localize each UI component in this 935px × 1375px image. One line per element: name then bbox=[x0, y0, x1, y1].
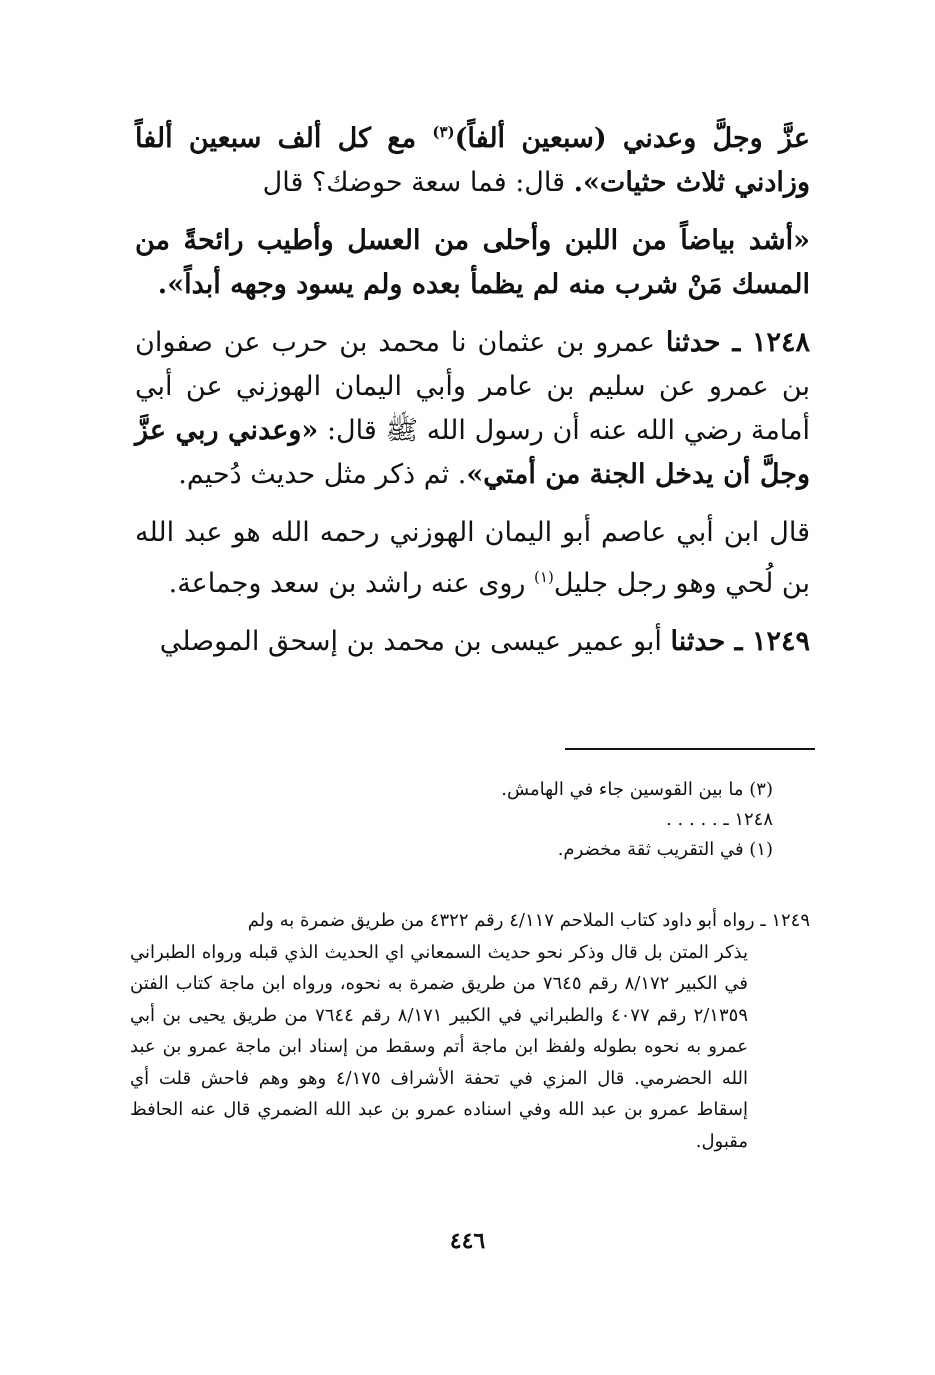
takhrij-lead: ١٢٤٩ ـ رواه أبو داود كتاب الملاحم ٤/١١٧ رقم ٤٣٢٢ من طريق ضمرة به ولم bbox=[247, 910, 810, 931]
paragraph-hadith-1248 bbox=[135, 321, 810, 497]
p1-part2: مع كل ألف سبعين ألفاً وزادني ثلاث حثيات». bbox=[135, 123, 810, 198]
page-number: ٤٤٦ bbox=[449, 1228, 486, 1254]
hadith-1249-text: أبو عمير عيسى بن محمد بن إسحق الموصلي bbox=[159, 626, 671, 657]
comment-part2: روى عنه راشد بن سعد وجماعة. bbox=[168, 568, 535, 599]
paragraph-1 bbox=[135, 110, 810, 205]
footnote-ref-1: (١) bbox=[534, 568, 554, 586]
paragraph-2: «أشد بياضاً من اللبن وأحلى من العسل وأطيب رائحةً من المسك مَنْ شرب منه لم يظمأ بعده ولم يسود وجهه أبداً». bbox=[135, 225, 810, 300]
main-text bbox=[135, 110, 810, 678]
takhrij-body: يذكر المتن بل قال وذكر نحو حديث السمعاني اي الحديث الذي قبله ورواه الطبراني في الكبير ٨/١٧٢ رقم ٧٦٤٥ من طريق ضمرة به نحوه، ورواه ابن ماجة كتاب الفتن ٢/١٣٥٩ رقم ٤٠٧٧ والطبراني في الكبير ٨/١٧١ رقم ٧٦٤٤ من طريق يحيى بن أبي عمرو به نحوه بطوله ولفظ ابن ماجة أتم وسقط من إسناد ابن ماجة عمرو بن عبد الله الحضرمي. قال المزي في تحفة الأشراف ٤/١٧٥ وهو وهم فاحش قلت أي إسقاط عمرو بن عبد الله وفي اسناده عمرو بن عبد الله الضمري قال عنه الحافظ مقبول. bbox=[130, 941, 749, 1152]
comment-part1: قال ابن أبي عاصم أبو اليمان الهوزني رحمه الله هو عبد الله بن لُحي وهو رجل جليل bbox=[135, 517, 810, 599]
paragraph-hadith-1249 bbox=[135, 620, 810, 664]
paragraph-comment bbox=[135, 511, 810, 606]
hadith-1248-tail: . ثم ذكر مثل حديث دُحيم. bbox=[178, 459, 467, 490]
footnote-3: (٣) ما بين القوسين جاء في الهامش. bbox=[501, 779, 773, 800]
footnote-divider bbox=[565, 748, 815, 750]
hadith-1248-isnad: عمرو بن عثمان نا محمد بن حرب عن صفوان بن عمرو عن سليم بن عامر وأبي اليمان الهوزني عن أبي أمامة رضي الله عنه أن رسول الله ﷺ قال: bbox=[135, 327, 810, 446]
footnotes bbox=[130, 775, 805, 865]
footnote-1: (١) في التقريب ثقة مخضرم. bbox=[557, 839, 773, 860]
hadith-1248-matn: «وعدني ربي عزَّ وجلَّ أن يدخل الجنة من أمتي» bbox=[135, 415, 810, 490]
hadith-number-1249: ١٢٤٩ ـ حدثنا bbox=[670, 626, 810, 657]
p1-part1: عزَّ وجلَّ وعدني (سبعين ألفاً) bbox=[454, 123, 810, 154]
p1-part3: قال: فما سعة حوضك؟ قال bbox=[262, 167, 574, 198]
footnote-ref-3: (٣) bbox=[432, 123, 455, 141]
takhrij-note-1249 bbox=[130, 905, 810, 1157]
footnote-ref-1248: ١٢٤٨ ـ . . . . . bbox=[666, 809, 773, 830]
hadith-number-1248: ١٢٤٨ ـ حدثنا bbox=[665, 327, 810, 358]
